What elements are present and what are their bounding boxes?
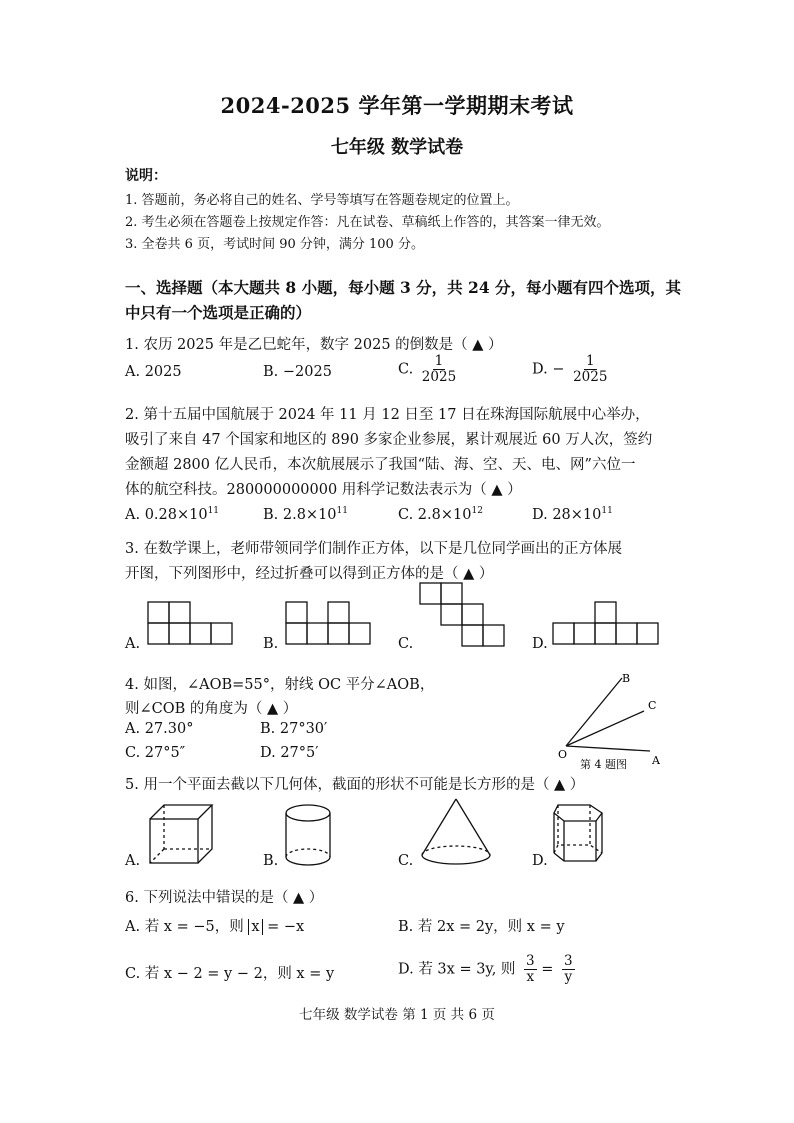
question-3-line-2: 开图，下列图形中，经过折叠可以得到正方体的是（ ▲ ） [125,566,494,582]
notes-heading: 说明： [125,168,167,184]
q1-d-numerator: 1 [585,353,595,369]
q2-d-base: D. 28×10 [532,507,602,523]
q6-d-denominator-1: x [526,969,535,985]
q3-option-a-label: A. [125,636,141,652]
q6-a-text: A. 若 x = −5，则 [125,919,249,935]
q5-hexagonal-prism-solid [552,801,617,871]
q3-cube-net-a [148,602,238,650]
q2-a-base: A. 0.28×10 [125,507,208,523]
note-item-1: 1. 答题前，务必将自己的姓名、学号等填写在答题卷规定的位置上。 [125,193,519,208]
q2-option-d [532,506,613,523]
q1-option-c [398,354,456,385]
q6-option-c: C. 若 x − 2 = y − 2，则 x = y [125,966,335,982]
q2-d-exponent: 11 [601,506,613,516]
q2-option-c [398,506,483,523]
q4-option-a: A. 27.30° [125,721,194,737]
question-3-line-1: 3. 在数学课上，老师带领同学们制作正方体，以下是几位同学画出的正方体展 [125,541,622,557]
q6-d-fraction-1 [524,954,537,985]
question-4-line-1: 4. 如图，∠AOB=55°，射线 OC 平分∠AOB， [125,677,435,693]
q4-option-b: B. 27°30′ [260,721,328,737]
q4-point-a: A [652,754,660,767]
q1-option-b: B. −2025 [263,364,332,380]
q5-option-b-label: B. [263,853,279,869]
q4-figure-caption: 第 4 题图 [580,758,627,771]
q6-d-equals: = [541,961,554,978]
q6-option-d [398,954,575,985]
exam-subtitle: 七年级 数学试卷 [330,137,464,158]
q6-a-result: = −x [262,919,305,935]
question-1-stem: 1. 农历 2025 年是乙巳蛇年，数字 2025 的倒数是（ ▲ ） [125,337,503,353]
q6-d-fraction-2 [562,954,575,985]
note-item-2: 2. 考生必须在答题卷上按规定作答：凡在试卷、草稿纸上作答的，其答案一律无效。 [125,215,610,230]
q3-cube-net-c [420,583,510,653]
page-footer: 七年级 数学试卷 第 1 页 共 6 页 [299,1007,495,1023]
q5-option-c-label: C. [398,853,414,869]
q2-b-base: B. 2.8×10 [263,507,337,523]
q1-option-c-label: C. [398,361,414,378]
q4-point-b: B [622,672,631,685]
exam-title: 2024-2025 学年第一学期期末考试 [220,93,574,118]
q1-option-d [532,354,607,385]
q3-cube-net-b [286,602,376,650]
q5-option-d-label: D. [532,853,548,869]
q2-b-exponent: 11 [336,506,348,516]
q6-d-text: D. 若 3x = 3y, 则 [398,961,516,978]
q2-c-exponent: 12 [471,506,483,516]
question-6-stem: 6. 下列说法中错误的是（ ▲ ） [125,890,324,906]
q4-point-c: C [648,699,657,712]
q6-option-a [125,915,304,936]
q3-option-d-label: D. [532,636,548,652]
q5-cylinder-solid [283,801,343,871]
q6-a-absolute-value: x [248,919,262,935]
q1-option-d-label: D. − [532,361,565,378]
section-heading-line-1: 一、选择题（本大题共 8 小题，每小题 3 分，共 24 分，每小题有四个选项，其 [125,278,682,297]
q1-option-c-fraction [422,354,456,385]
section-heading-line-2: 中只有一个选项是正确的） [125,303,312,322]
q4-option-c: C. 27°5″ [125,745,186,761]
question-2-line-3: 金额超 2800 亿人民币，本次航展展示了我国“陆、海、空、天、电、网”六位一 [125,457,636,473]
q5-option-a-label: A. [125,853,141,869]
q1-c-denominator: 2025 [421,369,457,385]
q2-option-a [125,506,219,523]
note-item-3: 3. 全卷共 6 页，考试时间 90 分钟，满分 100 分。 [125,237,424,252]
q3-cube-net-d [553,602,663,650]
q4-angle-figure [560,672,670,772]
q1-d-denominator: 2025 [573,369,608,385]
question-4-line-2: 则∠COB 的角度为（ ▲ ） [125,701,298,717]
q1-option-a: A. 2025 [125,364,182,380]
question-2-line-4: 体的航空科技。280000000000 用科学记数法表示为（ ▲ ） [125,482,522,498]
q1-c-numerator: 1 [434,353,444,369]
q6-d-denominator-2: y [564,969,573,985]
q5-cone-solid [418,797,498,872]
q1-option-d-fraction [573,354,607,385]
question-5-stem: 5. 用一个平面去截以下几何体，截面的形状不可能是长方形的是（ ▲ ） [125,777,585,793]
q5-cube-solid [148,801,218,871]
q4-option-d: D. 27°5′ [260,745,319,761]
q6-d-numerator-1: 3 [526,953,535,969]
q2-a-exponent: 11 [207,506,220,516]
q2-c-base: C. 2.8×10 [398,507,472,523]
q6-d-numerator-2: 3 [564,953,573,969]
q6-option-b: B. 若 2x = 2y，则 x = y [398,919,565,935]
question-2-line-1: 2. 第十五届中国航展于 2024 年 11 月 12 日至 17 日在珠海国际航展中心举办， [125,407,650,423]
q4-point-o: O [558,748,568,761]
q3-option-c-label: C. [398,636,414,652]
q2-option-b [263,506,348,523]
q3-option-b-label: B. [263,636,279,652]
question-2-line-2: 吸引了来自 47 个国家和地区的 890 多家企业参展，累计观展近 60 万人次，签约 [125,432,653,448]
